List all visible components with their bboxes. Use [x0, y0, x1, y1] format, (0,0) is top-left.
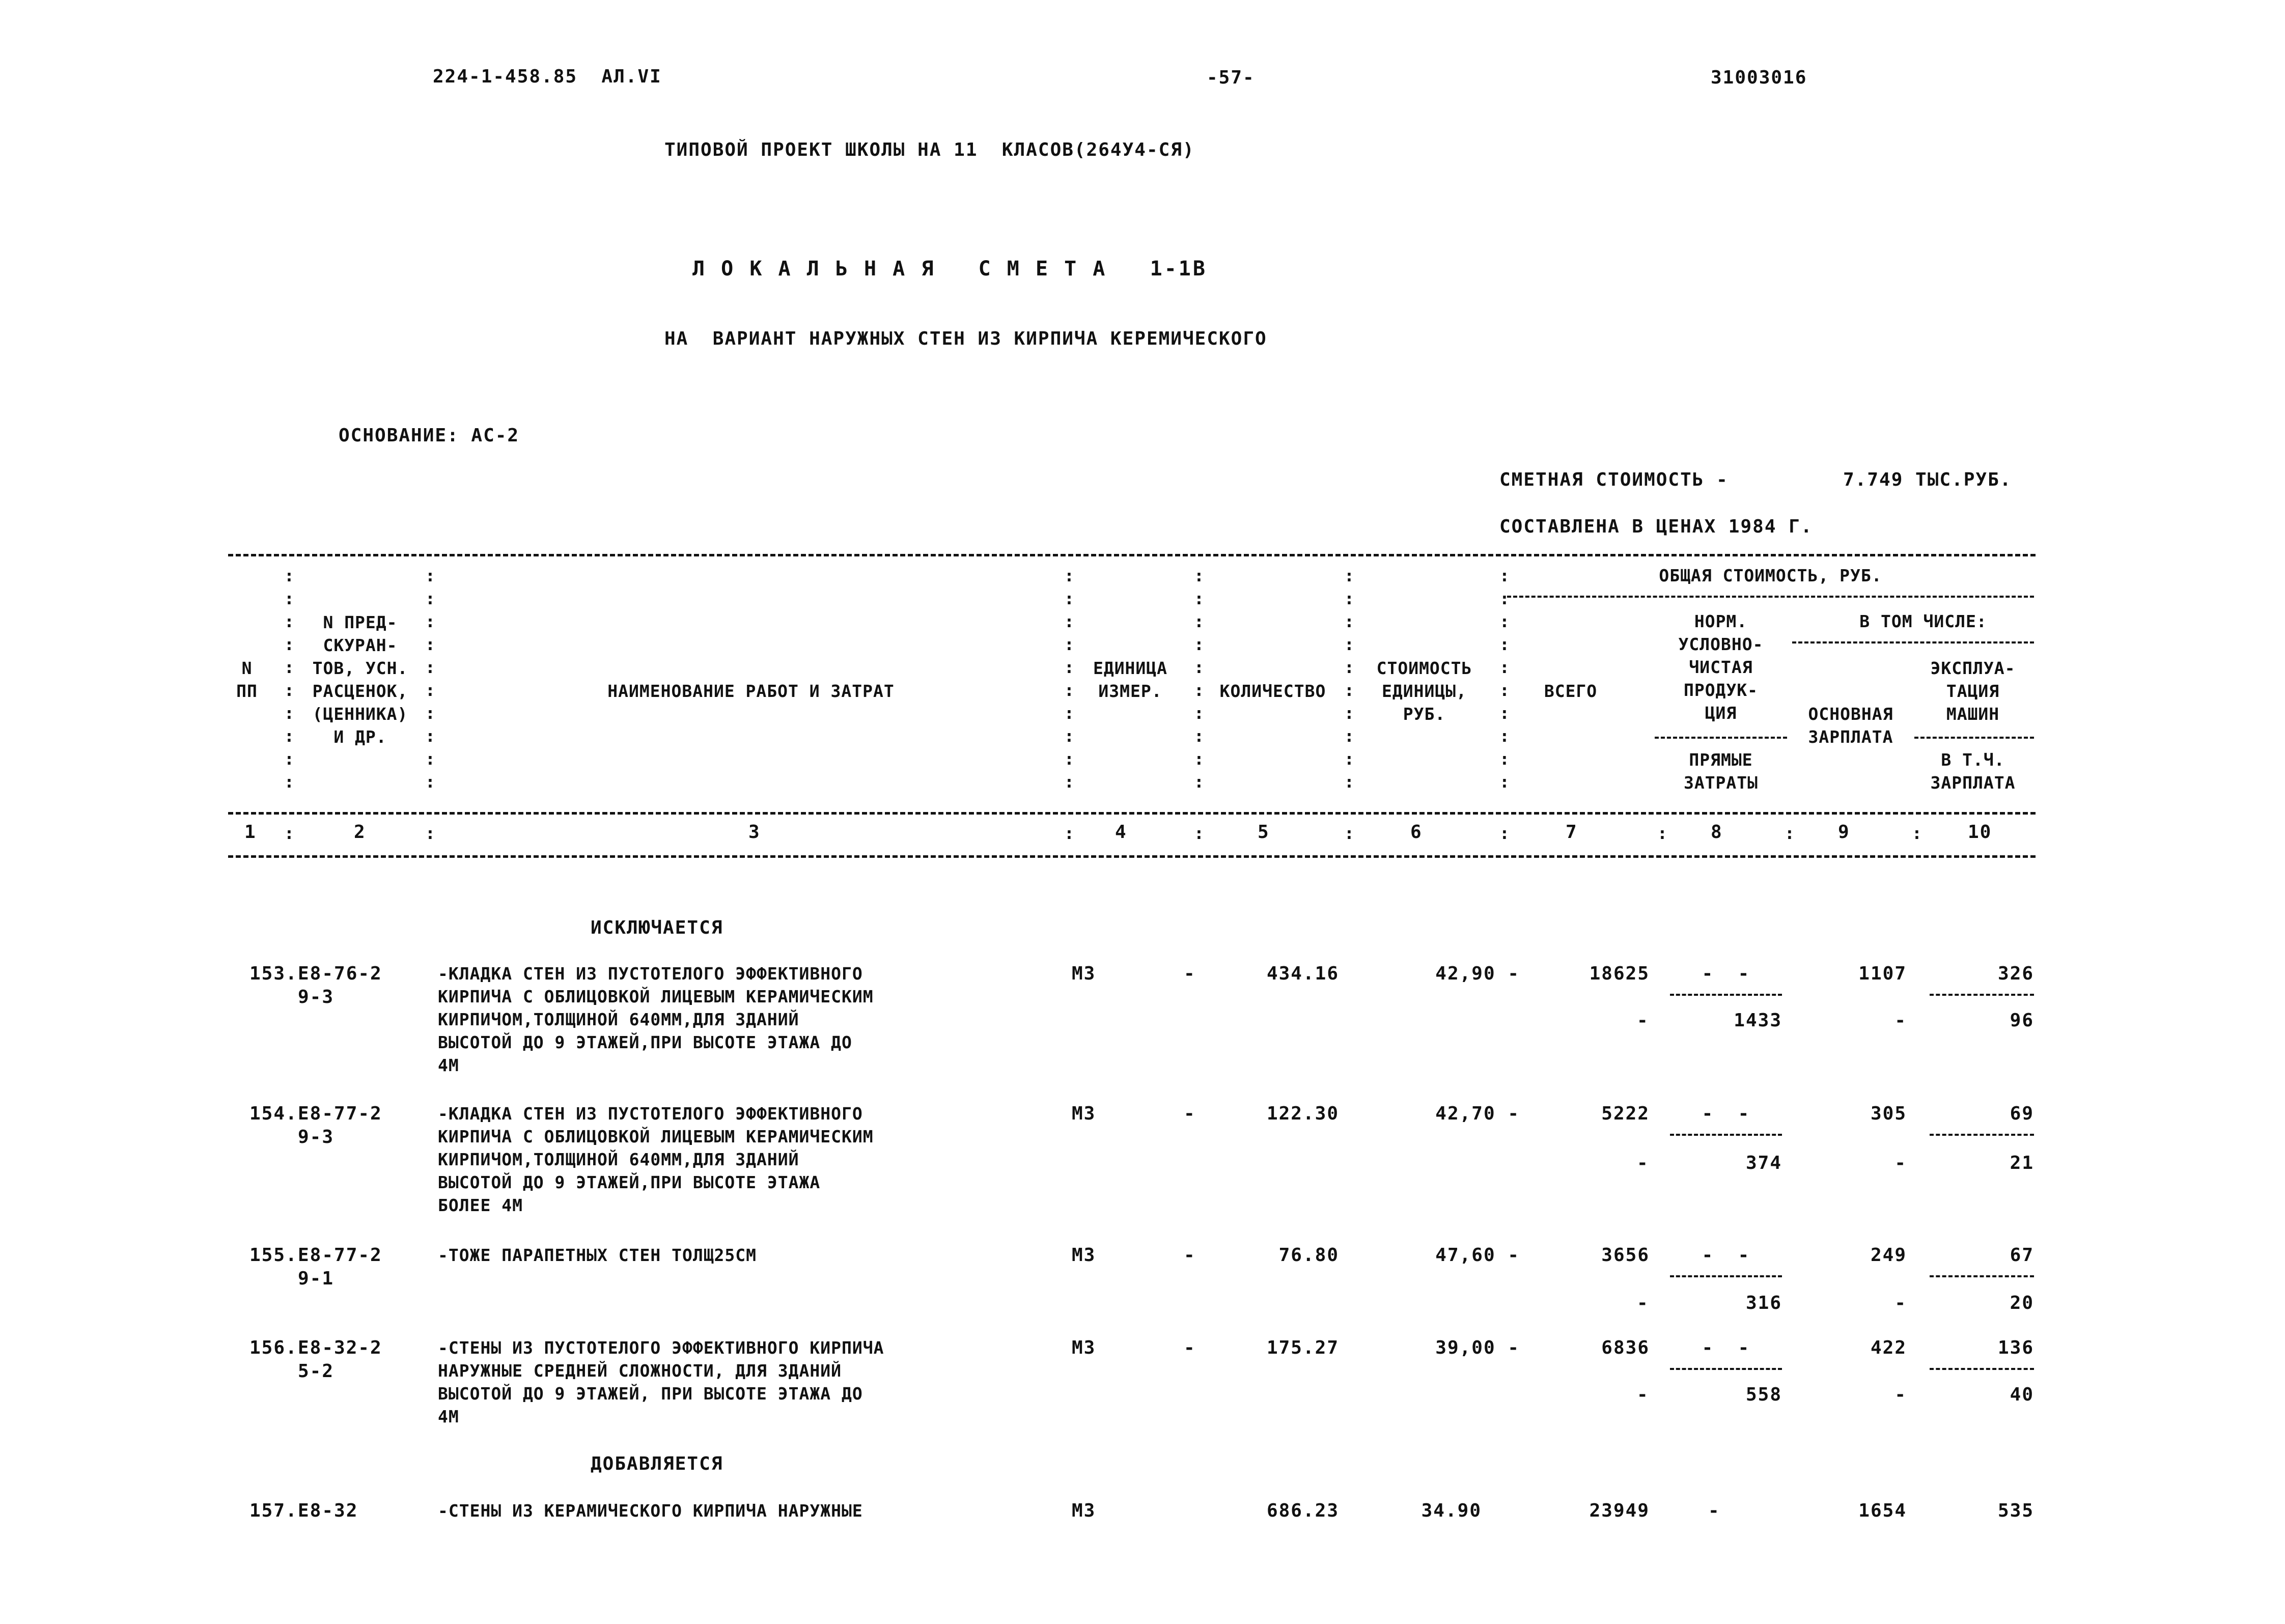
row-col8-bottom-dash: -: [1637, 1010, 1649, 1031]
row-total: 3656: [1601, 1245, 1650, 1266]
column-number-separators-9: :: [1912, 823, 1922, 843]
col-separators: : : : : : : : : : :: [284, 566, 295, 792]
column-number-separators-8: :: [1785, 823, 1795, 843]
header-including-rule: [1792, 641, 2034, 643]
header-col-1: N ПП: [236, 658, 258, 701]
row-work-name: -КЛАДКА СТЕН ИЗ ПУСТОТЕЛОГО ЭФФЕКТИВНОГО КИРПИЧА С ОБЛИЦОВКОЙ ЛИЦЕВЫМ КЕРАМИЧЕСКИМ КИРПИЧОМ,ТОЛЩИНОЙ 640ММ,ДЛЯ ЗДАНИЙ ВЫСОТОЙ ДО 9 ЭТАЖЕЙ,ПРИ ВЫСОТЕ ЭТАЖА БОЛЕЕ 4М: [438, 1104, 874, 1215]
column-number-3: 3: [748, 822, 761, 843]
row-col10-rule: [1930, 994, 2034, 996]
row-col9-bottom: -: [1894, 1010, 1907, 1031]
column-number-8: 8: [1711, 822, 1723, 843]
row-work-name: -СТЕНЫ ИЗ ПУСТОТЕЛОГО ЭФФЕКТИВНОГО КИРПИЧА НАРУЖНЫЕ СРЕДНЕЙ СЛОЖНОСТИ, ДЛЯ ЗДАНИЙ ВЫСОТОЙ ДО 9 ЭТАЖЕЙ, ПРИ ВЫСОТЕ ЭТАЖА ДО 4М: [438, 1338, 884, 1426]
row-unit-price: 42,90 -: [1435, 963, 1520, 984]
row-total: 6836: [1601, 1337, 1650, 1358]
column-number-separators-5: :: [1344, 823, 1355, 843]
row-unit: М3: [1072, 1245, 1096, 1266]
header-col-6: СТОИМОСТЬ ЕДИНИЦЫ, РУБ.: [1376, 658, 1472, 724]
column-number-separators-7: :: [1657, 823, 1668, 843]
row-col8-top: - -: [1702, 1245, 1750, 1266]
project-title: ТИПОВОЙ ПРОЕКТ ШКОЛЫ НА 11 КЛАСОВ(264У4-СЯ): [664, 139, 1195, 160]
row-quantity: 175.27: [1266, 1337, 1339, 1358]
row-number: 156.: [249, 1337, 298, 1358]
header-top-rule: [228, 554, 2036, 556]
col-separators-2: : : : : : : : : : :: [425, 566, 436, 792]
row-col8-rule: [1670, 1368, 1782, 1370]
row-col8-bottom-dash: -: [1637, 1384, 1649, 1405]
header-col-8-rule: [1655, 737, 1787, 739]
row-col10-bottom: 40: [2010, 1384, 2034, 1405]
row-col8-top: - -: [1702, 1103, 1750, 1124]
row-dash: -: [1184, 1245, 1196, 1266]
column-number-separators-6: :: [1499, 823, 1510, 843]
header-total-group: ОБЩАЯ СТОИМОСТЬ, РУБ.: [1659, 566, 1882, 585]
row-unit-price: 42,70 -: [1435, 1103, 1520, 1124]
row-col10-top: 136: [1997, 1337, 2034, 1358]
row-number: 157.: [249, 1500, 298, 1521]
row-col9-top: 305: [1870, 1103, 1907, 1124]
column-number-5: 5: [1258, 822, 1270, 843]
estimate-subject: НА ВАРИАНТ НАРУЖНЫХ СТЕН ИЗ КИРПИЧА КЕРЕМИЧЕСКОГО: [664, 328, 1267, 349]
row-unit: М3: [1072, 1103, 1096, 1124]
row-number: 153.: [249, 963, 298, 984]
row-code: Е8-32-2 5-2: [298, 1337, 382, 1382]
header-col-8-top: НОРМ. УСЛОВНО- ЧИСТАЯ ПРОДУК- ЦИЯ: [1678, 611, 1764, 723]
col-separators-4: : : : : : : : : : :: [1194, 566, 1205, 792]
header-col-7: ВСЕГО: [1544, 681, 1598, 701]
row-col10-bottom: 20: [2010, 1293, 2034, 1313]
row-code: Е8-32: [298, 1500, 358, 1521]
row-total: 5222: [1601, 1103, 1650, 1124]
column-number-separators-3: :: [1064, 823, 1075, 843]
column-number-4: 4: [1115, 822, 1127, 843]
row-number: 155.: [249, 1245, 298, 1266]
row-col10-top: 69: [2010, 1103, 2034, 1124]
page-number: -57-: [1207, 67, 1255, 88]
header-col-3: НАИМЕНОВАНИЕ РАБОТ И ЗАТРАТ: [607, 681, 895, 701]
document-code: 224-1-458.85 АЛ.VI: [433, 66, 662, 87]
row-col8-bottom: 558: [1745, 1384, 1782, 1405]
row-quantity: 434.16: [1266, 963, 1339, 984]
header-col-4: ЕДИНИЦА ИЗМЕР.: [1093, 658, 1168, 701]
row-col10-bottom: 21: [2010, 1153, 2034, 1173]
row-col8-bottom: 1433: [1734, 1010, 1782, 1031]
header-bottom-rule: [228, 855, 2036, 858]
header-group-rule: [1507, 596, 2034, 598]
row-work-name: -ТОЖЕ ПАРАПЕТНЫХ СТЕН ТОЛЩ25СМ: [438, 1245, 757, 1265]
header-including: В ТОМ ЧИСЛЕ:: [1859, 611, 1987, 631]
row-quantity: 122.30: [1266, 1103, 1339, 1124]
row-col10-top: 326: [1997, 963, 2034, 984]
row-col8-top: - -: [1702, 1337, 1750, 1358]
section-added-heading: ДОБАВЛЯЕТСЯ: [591, 1453, 723, 1474]
row-col9-bottom: -: [1894, 1384, 1907, 1405]
row-col8-bottom-dash: -: [1637, 1293, 1649, 1313]
row-unit-price: 47,60 -: [1435, 1245, 1520, 1266]
row-dash: -: [1184, 1103, 1196, 1124]
row-col9-top: 249: [1870, 1245, 1907, 1266]
row-unit-price: 39,00 -: [1435, 1337, 1520, 1358]
col-separators-5: : : : : : : : : : :: [1344, 566, 1355, 792]
row-col8-rule: [1670, 1134, 1782, 1136]
row-total: 18625: [1589, 963, 1650, 984]
row-col10-rule: [1930, 1134, 2034, 1136]
row-total: 23949: [1589, 1500, 1650, 1521]
row-dash: -: [1184, 1337, 1196, 1358]
column-number-6: 6: [1410, 822, 1423, 843]
row-unit: М3: [1072, 1337, 1096, 1358]
row-col8-bottom: 374: [1745, 1153, 1782, 1173]
row-col9-bottom: -: [1894, 1293, 1907, 1313]
header-col-5: КОЛИЧЕСТВО: [1219, 681, 1326, 701]
row-code: Е8-76-2 9-3: [298, 963, 382, 1007]
column-number-separators-4: :: [1194, 823, 1205, 843]
header-col-9: ОСНОВНАЯ ЗАРПЛАТА: [1808, 704, 1893, 747]
header-col-2: N ПРЕД- СКУРАН- ТОВ, УСН. РАСЦЕНОК, (ЦЕННИКА) И ДР.: [312, 612, 408, 747]
row-col10-rule: [1930, 1275, 2034, 1277]
row-col10-rule: [1930, 1368, 2034, 1370]
header-col-10-rule: [1914, 737, 2034, 739]
column-number-separators-2: :: [425, 823, 436, 843]
row-code: Е8-77-2 9-3: [298, 1103, 382, 1147]
row-work-name: -СТЕНЫ ИЗ КЕРАМИЧЕСКОГО КИРПИЧА НАРУЖНЫЕ: [438, 1501, 863, 1521]
row-col10-top: 67: [2010, 1245, 2034, 1266]
row-col8-top: -: [1708, 1500, 1720, 1521]
column-number-separators: :: [284, 823, 295, 843]
prices-year-note: СОСТАВЛЕНА В ЦЕНАХ 1984 Г.: [1499, 516, 1813, 537]
row-work-name: -КЛАДКА СТЕН ИЗ ПУСТОТЕЛОГО ЭФФЕКТИВНОГО КИРПИЧА С ОБЛИЦОВКОЙ ЛИЦЕВЫМ КЕРАМИЧЕСКИМ КИРПИЧОМ,ТОЛЩИНОЙ 640ММ,ДЛЯ ЗДАНИЙ ВЫСОТОЙ ДО 9 ЭТАЖЕЙ,ПРИ ВЫСОТЕ ЭТАЖА ДО 4М: [438, 964, 874, 1075]
estimate-title: Л О К А Л Ь Н А Я С М Е Т А 1-1В: [692, 257, 1207, 281]
estimate-basis: ОСНОВАНИЕ: АС-2: [339, 425, 520, 446]
row-col9-top: 1107: [1858, 963, 1907, 984]
header-col-8-bottom: ПРЯМЫЕ ЗАТРАТЫ: [1683, 750, 1759, 793]
header-col-10-bottom: В Т.Ч. ЗАРПЛАТА: [1930, 750, 2016, 793]
column-number-1: 1: [244, 822, 257, 843]
row-col10-bottom: 96: [2010, 1010, 2034, 1031]
row-col8-bottom: 316: [1745, 1293, 1782, 1313]
header-mid-rule: [228, 812, 2036, 815]
section-excluded-heading: ИСКЛЮЧАЕТСЯ: [591, 917, 723, 938]
estimated-cost-label: СМЕТНАЯ СТОИМОСТЬ -: [1499, 469, 1729, 490]
row-quantity: 686.23: [1266, 1500, 1339, 1521]
col-separators-6: : : : : : : : : : :: [1499, 566, 1510, 792]
col-separators-3: : : : : : : : : : :: [1064, 566, 1075, 792]
row-col8-bottom-dash: -: [1637, 1153, 1649, 1173]
row-quantity: 76.80: [1278, 1245, 1339, 1266]
row-dash: -: [1184, 963, 1196, 984]
row-col8-top: - -: [1702, 963, 1750, 984]
row-col8-rule: [1670, 994, 1782, 996]
row-col10-top: 535: [1997, 1500, 2034, 1521]
row-code: Е8-77-2 9-1: [298, 1245, 382, 1289]
row-col9-bottom: -: [1894, 1153, 1907, 1173]
document-number: 31003016: [1711, 67, 1807, 88]
column-number-10: 10: [1968, 822, 1992, 843]
row-col8-rule: [1670, 1275, 1782, 1277]
estimated-cost-value: 7.749 ТЫС.РУБ.: [1843, 469, 2012, 490]
row-col9-top: 1654: [1858, 1500, 1907, 1521]
row-unit: М3: [1072, 963, 1096, 984]
column-number-7: 7: [1566, 822, 1578, 843]
column-number-9: 9: [1838, 822, 1850, 843]
column-number-2: 2: [354, 822, 366, 843]
row-unit: М3: [1072, 1500, 1096, 1521]
row-col9-top: 422: [1870, 1337, 1907, 1358]
row-unit-price: 34.90: [1421, 1500, 1482, 1521]
row-number: 154.: [249, 1103, 298, 1124]
header-col-10-top: ЭКСПЛУА- ТАЦИЯ МАШИН: [1930, 658, 2016, 724]
